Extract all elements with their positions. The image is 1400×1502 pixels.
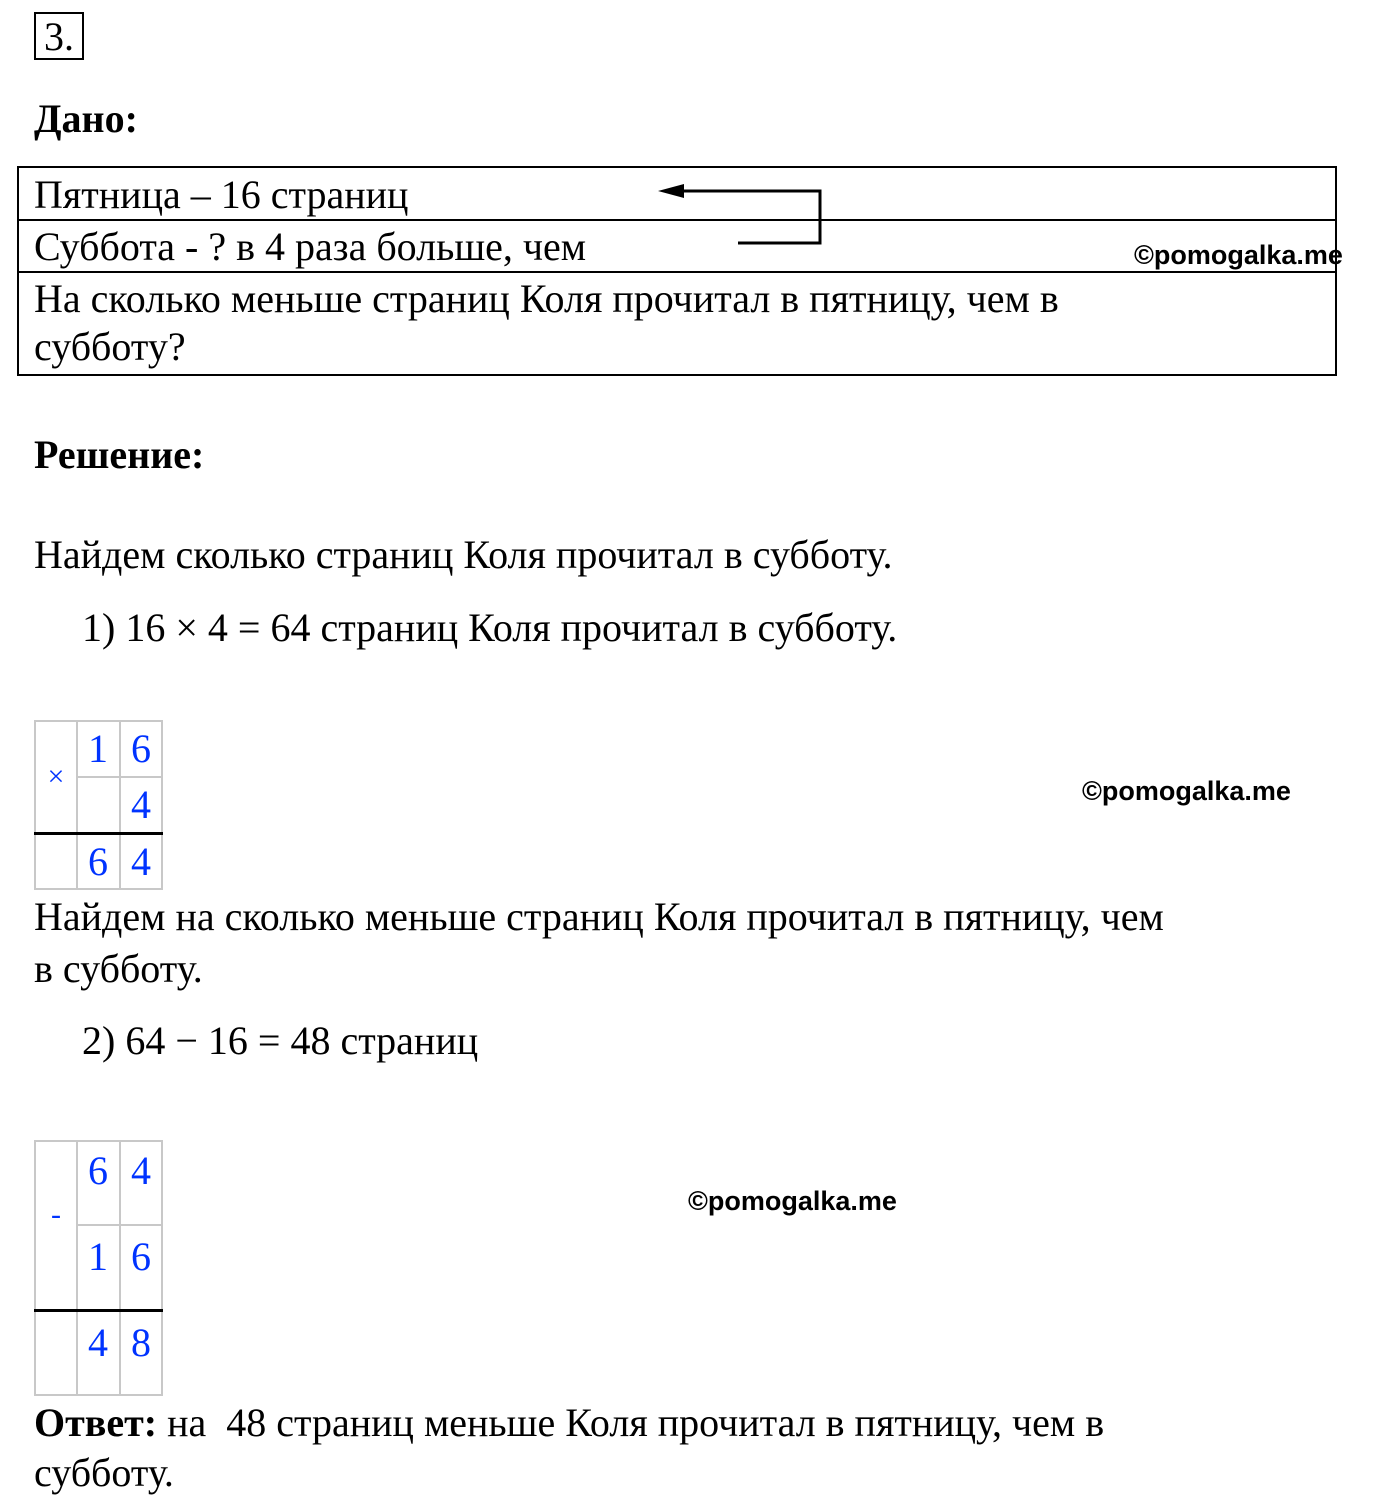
digit: 4 <box>131 782 151 827</box>
subtraction-column <box>34 1140 164 1396</box>
given-row-question-line2: субботу? <box>34 324 186 369</box>
digit: 6 <box>131 1234 151 1279</box>
step1-intro: Найдем сколько страниц Коля прочитал в субботу. <box>34 532 893 577</box>
relation-arrow-icon <box>650 176 830 252</box>
digit: 6 <box>88 1148 108 1193</box>
given-row-question-line1: На сколько меньше страниц Коля прочитал в пятницу, чем в <box>34 276 1059 321</box>
digit: 4 <box>131 839 151 884</box>
answer-line2: субботу. <box>34 1450 174 1495</box>
step2-intro-line2: в субботу. <box>34 946 203 991</box>
answer-label: Ответ: <box>34 1400 158 1445</box>
digit: 1 <box>88 726 108 771</box>
task-number: 3. <box>34 12 84 60</box>
solution-heading: Решение: <box>34 432 205 477</box>
answer-text: на 48 страниц меньше Коля прочитал в пятницу, чем в <box>157 1400 1105 1445</box>
digit: 6 <box>88 839 108 884</box>
minus-operator: - <box>51 1198 61 1231</box>
given-row-friday: Пятница – 16 страниц <box>34 172 409 217</box>
step2-formula: 2) 64 − 16 = 48 страниц <box>82 1018 479 1063</box>
digit: 8 <box>131 1320 151 1365</box>
watermark: ©pomogalka.me <box>688 1186 897 1216</box>
digit: 1 <box>88 1234 108 1279</box>
watermark: ©pomogalka.me <box>1082 776 1291 806</box>
step1-formula: 1) 16 × 4 = 64 страниц Коля прочитал в субботу. <box>82 605 898 650</box>
watermark: ©pomogalka.me <box>1134 240 1343 270</box>
multiplication-column <box>34 720 164 890</box>
step2-intro-line1: Найдем на сколько меньше страниц Коля прочитал в пятницу, чем <box>34 894 1164 939</box>
digit: 6 <box>131 726 151 771</box>
digit: 4 <box>131 1148 151 1193</box>
multiply-operator: × <box>47 760 65 793</box>
given-row-saturday: Суббота - ? в 4 раза больше, чем <box>34 224 587 269</box>
answer-line1 <box>34 1398 1104 1448</box>
given-heading: Дано: <box>34 96 138 141</box>
digit: 4 <box>88 1320 108 1365</box>
